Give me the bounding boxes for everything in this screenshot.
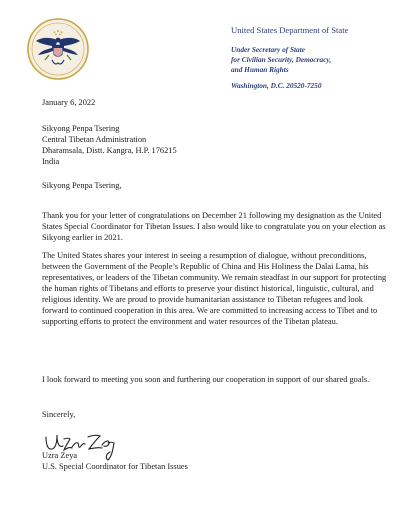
office-line: for Civilian Security, Democracy, (231, 55, 332, 64)
office-line: and Human Rights (231, 65, 289, 74)
recipient-address (42, 124, 387, 168)
office-line: Under Secretary of State (231, 45, 305, 54)
letterhead (231, 24, 391, 91)
recipient-line: Sikyong Penpa Tsering (42, 124, 120, 133)
body-paragraph: Thank you for your letter of congratulations on December 21 following my designation as the United States Special Coordinator for Tibetan Issues. I also would like to congratulate you on your election as Sikyong earlier in 2021. (42, 211, 386, 243)
office-address: Washington, D.C. 20520-7250 (231, 81, 322, 90)
recipient-line: Dharamsala, Distt. Kangra, H.P. 176215 (42, 145, 177, 155)
closing: Sincerely, (42, 410, 76, 419)
body-paragraph: I look forward to meeting you soon and furthering our cooperation in support of our shared goals. (42, 375, 370, 385)
great-seal-icon (27, 18, 89, 80)
department-name: United States Department of State (231, 25, 349, 35)
recipient-line: Central Tibetan Administration (42, 134, 147, 144)
recipient-line: India (42, 156, 60, 166)
body-paragraph: The United States shares your interest in seeing a resumption of dialogue, without preconditions, between the Government of the People’s Republic of China and His Holiness the Dalai Lama, his representatives, or leaders of the Tibetan community. We remain steadfast in our support for protecting the human rights of Tibetans and efforts to preserve your distinct historical, linguistic, cultural, and religious identity. We are proud to provide humanitarian assistance to Tibetan refugees and look forward to continued cooperation in this area. We are committed to increasing access to Tibet and to supporting efforts to protect the environment and water resources of the Tibetan plateau. (42, 251, 387, 326)
signer-name: Uzra Zeya (42, 451, 78, 460)
office-name (231, 45, 391, 75)
letter-date: January 6, 2022 (42, 98, 96, 107)
salutation: Sikyong Penpa Tsering, (42, 181, 122, 190)
signer-title: U.S. Special Coordinator for Tibetan Issues (42, 462, 188, 471)
